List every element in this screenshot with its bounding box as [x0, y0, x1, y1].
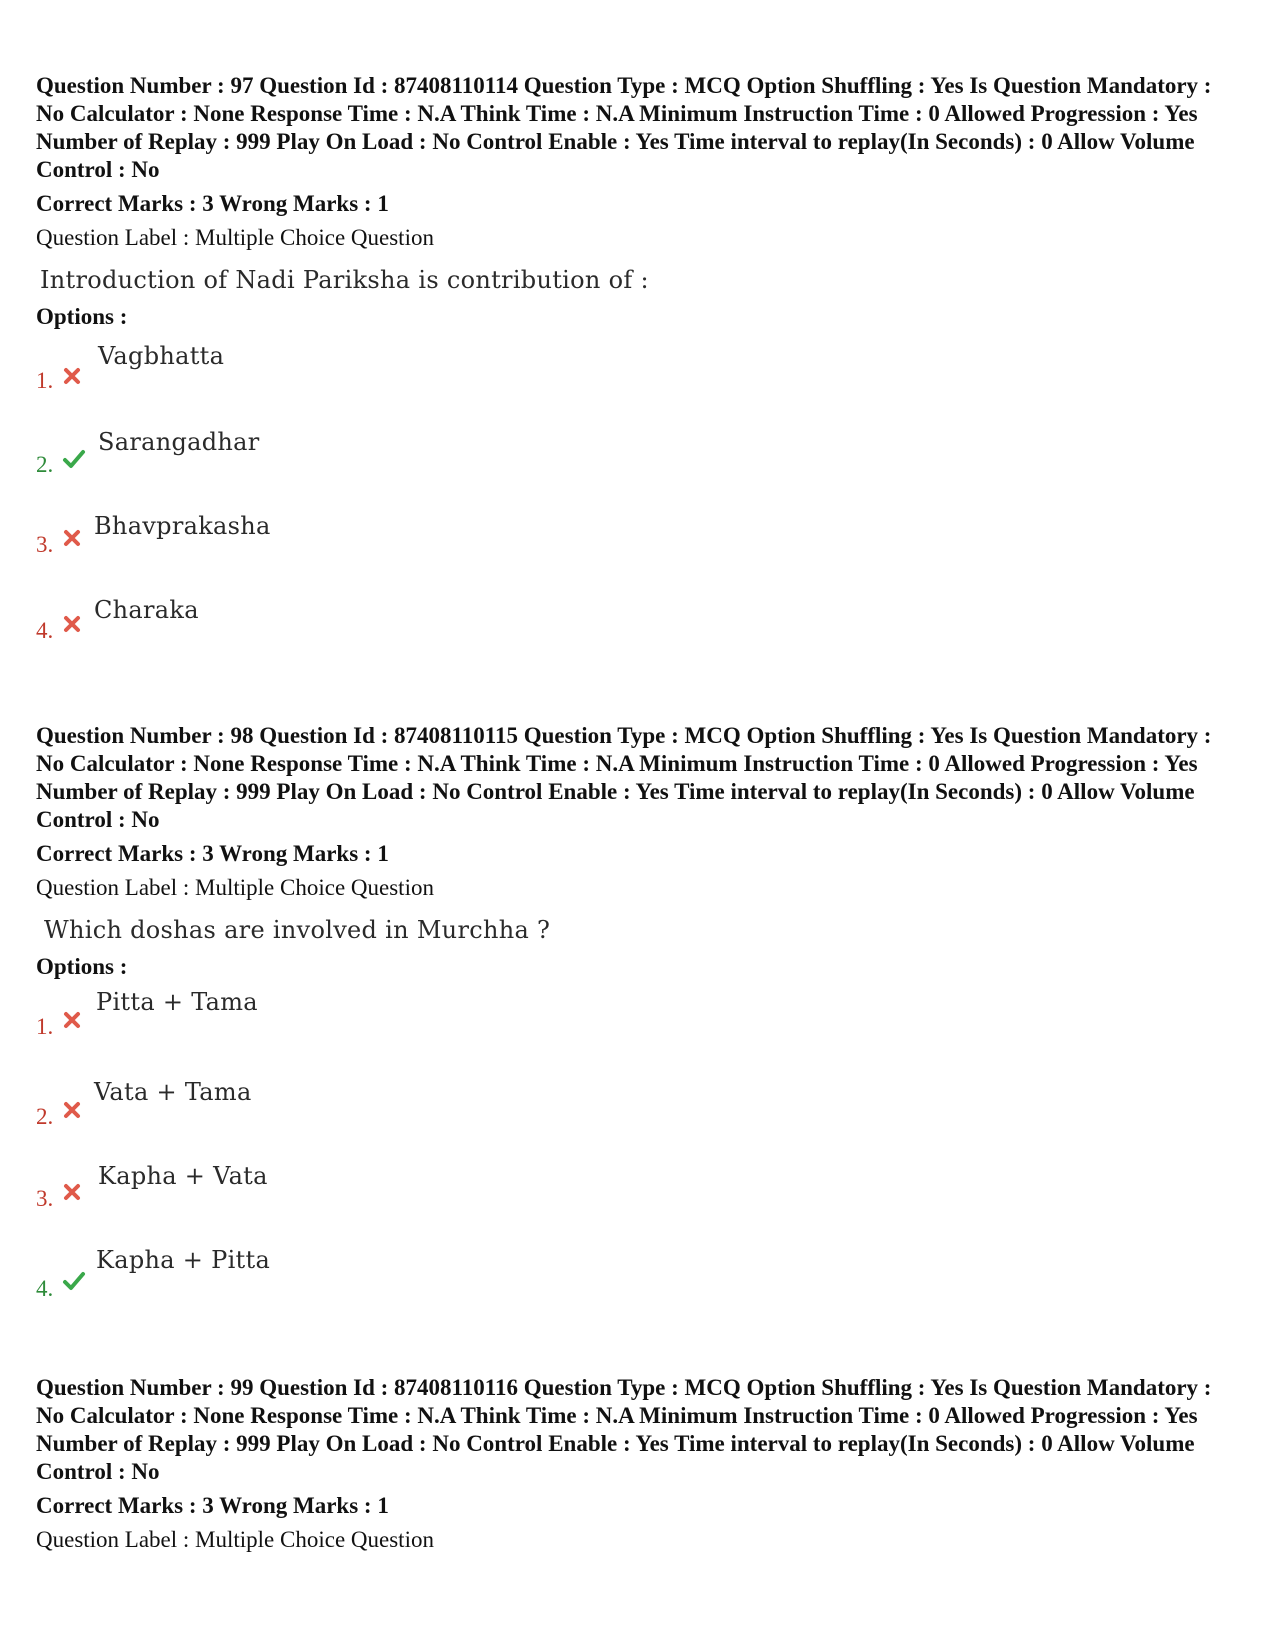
option-text: Kapha + Vata — [98, 1162, 268, 1190]
cross-icon — [62, 614, 82, 634]
option-text: Sarangadhar — [98, 428, 260, 456]
option-number: 4. — [36, 618, 54, 643]
question-marks: Correct Marks : 3 Wrong Marks : 1 — [36, 191, 389, 216]
question-marks: Correct Marks : 3 Wrong Marks : 1 — [36, 1493, 389, 1518]
option-number: 2. — [36, 1104, 54, 1129]
check-icon — [62, 448, 86, 470]
option-number: 4. — [36, 1276, 54, 1301]
question-block — [36, 1374, 1236, 1554]
option-text: Vata + Tama — [94, 1078, 252, 1106]
option-number: 1. — [36, 1014, 54, 1039]
question-label: Question Label : Multiple Choice Question — [36, 225, 434, 250]
cross-icon — [62, 1100, 82, 1120]
question-meta: Question Number : 98 Question Id : 87408110115 Question Type : MCQ Option Shuffling : Yes Is Question Mandatory : No Calculator : None Response Time : N.A Think Time : N.A Minimum Instruction Time : 0 Allowed Progression : Yes Number of Replay : 999 Play On Load : No Control Enable : Yes Time interval to replay(In Seconds) : 0 Allow Volume Control : No — [36, 723, 1212, 832]
cross-icon — [62, 1010, 82, 1030]
question-meta: Question Number : 99 Question Id : 87408110116 Question Type : MCQ Option Shuffling : Yes Is Question Mandatory : No Calculator : None Response Time : N.A Think Time : N.A Minimum Instruction Time : 0 Allowed Progression : Yes Number of Replay : 999 Play On Load : No Control Enable : Yes Time interval to replay(In Seconds) : 0 Allow Volume Control : No — [36, 1375, 1212, 1484]
option-number: 3. — [36, 532, 54, 557]
options-heading: Options : — [36, 954, 128, 979]
option-text: Charaka — [94, 596, 199, 624]
option-item — [36, 1164, 1236, 1250]
option-text: Bhavprakasha — [94, 512, 271, 540]
check-icon — [62, 1270, 86, 1292]
option-number: 3. — [36, 1186, 54, 1211]
question-text: Which doshas are involved in Murchha ? — [44, 916, 551, 944]
option-item — [36, 1078, 1236, 1164]
options-list — [36, 342, 1236, 686]
question-label: Question Label : Multiple Choice Question — [36, 875, 434, 900]
question-meta: Question Number : 97 Question Id : 87408110114 Question Type : MCQ Option Shuffling : Yes Is Question Mandatory : No Calculator : None Response Time : N.A Think Time : N.A Minimum Instruction Time : 0 Allowed Progression : Yes Number of Replay : 999 Play On Load : No Control Enable : Yes Time interval to replay(In Seconds) : 0 Allow Volume Control : No — [36, 73, 1212, 182]
option-text: Kapha + Pitta — [96, 1246, 271, 1274]
question-label: Question Label : Multiple Choice Question — [36, 1527, 434, 1552]
option-item — [36, 514, 1236, 600]
question-block — [36, 72, 1236, 686]
question-text: Introduction of Nadi Pariksha is contribution of : — [40, 266, 649, 294]
option-item — [36, 1246, 1236, 1336]
options-heading: Options : — [36, 304, 128, 329]
options-list — [36, 988, 1236, 1336]
option-text: Pitta + Tama — [96, 988, 258, 1016]
option-item — [36, 342, 1236, 428]
option-number: 1. — [36, 368, 54, 393]
option-item — [36, 596, 1236, 686]
question-marks: Correct Marks : 3 Wrong Marks : 1 — [36, 841, 389, 866]
option-item — [36, 428, 1236, 514]
cross-icon — [62, 1182, 82, 1202]
option-item — [36, 988, 1236, 1078]
question-block — [36, 722, 1236, 1336]
option-number: 2. — [36, 452, 54, 477]
cross-icon — [62, 366, 82, 386]
cross-icon — [62, 528, 82, 548]
option-text: Vagbhatta — [98, 342, 225, 370]
